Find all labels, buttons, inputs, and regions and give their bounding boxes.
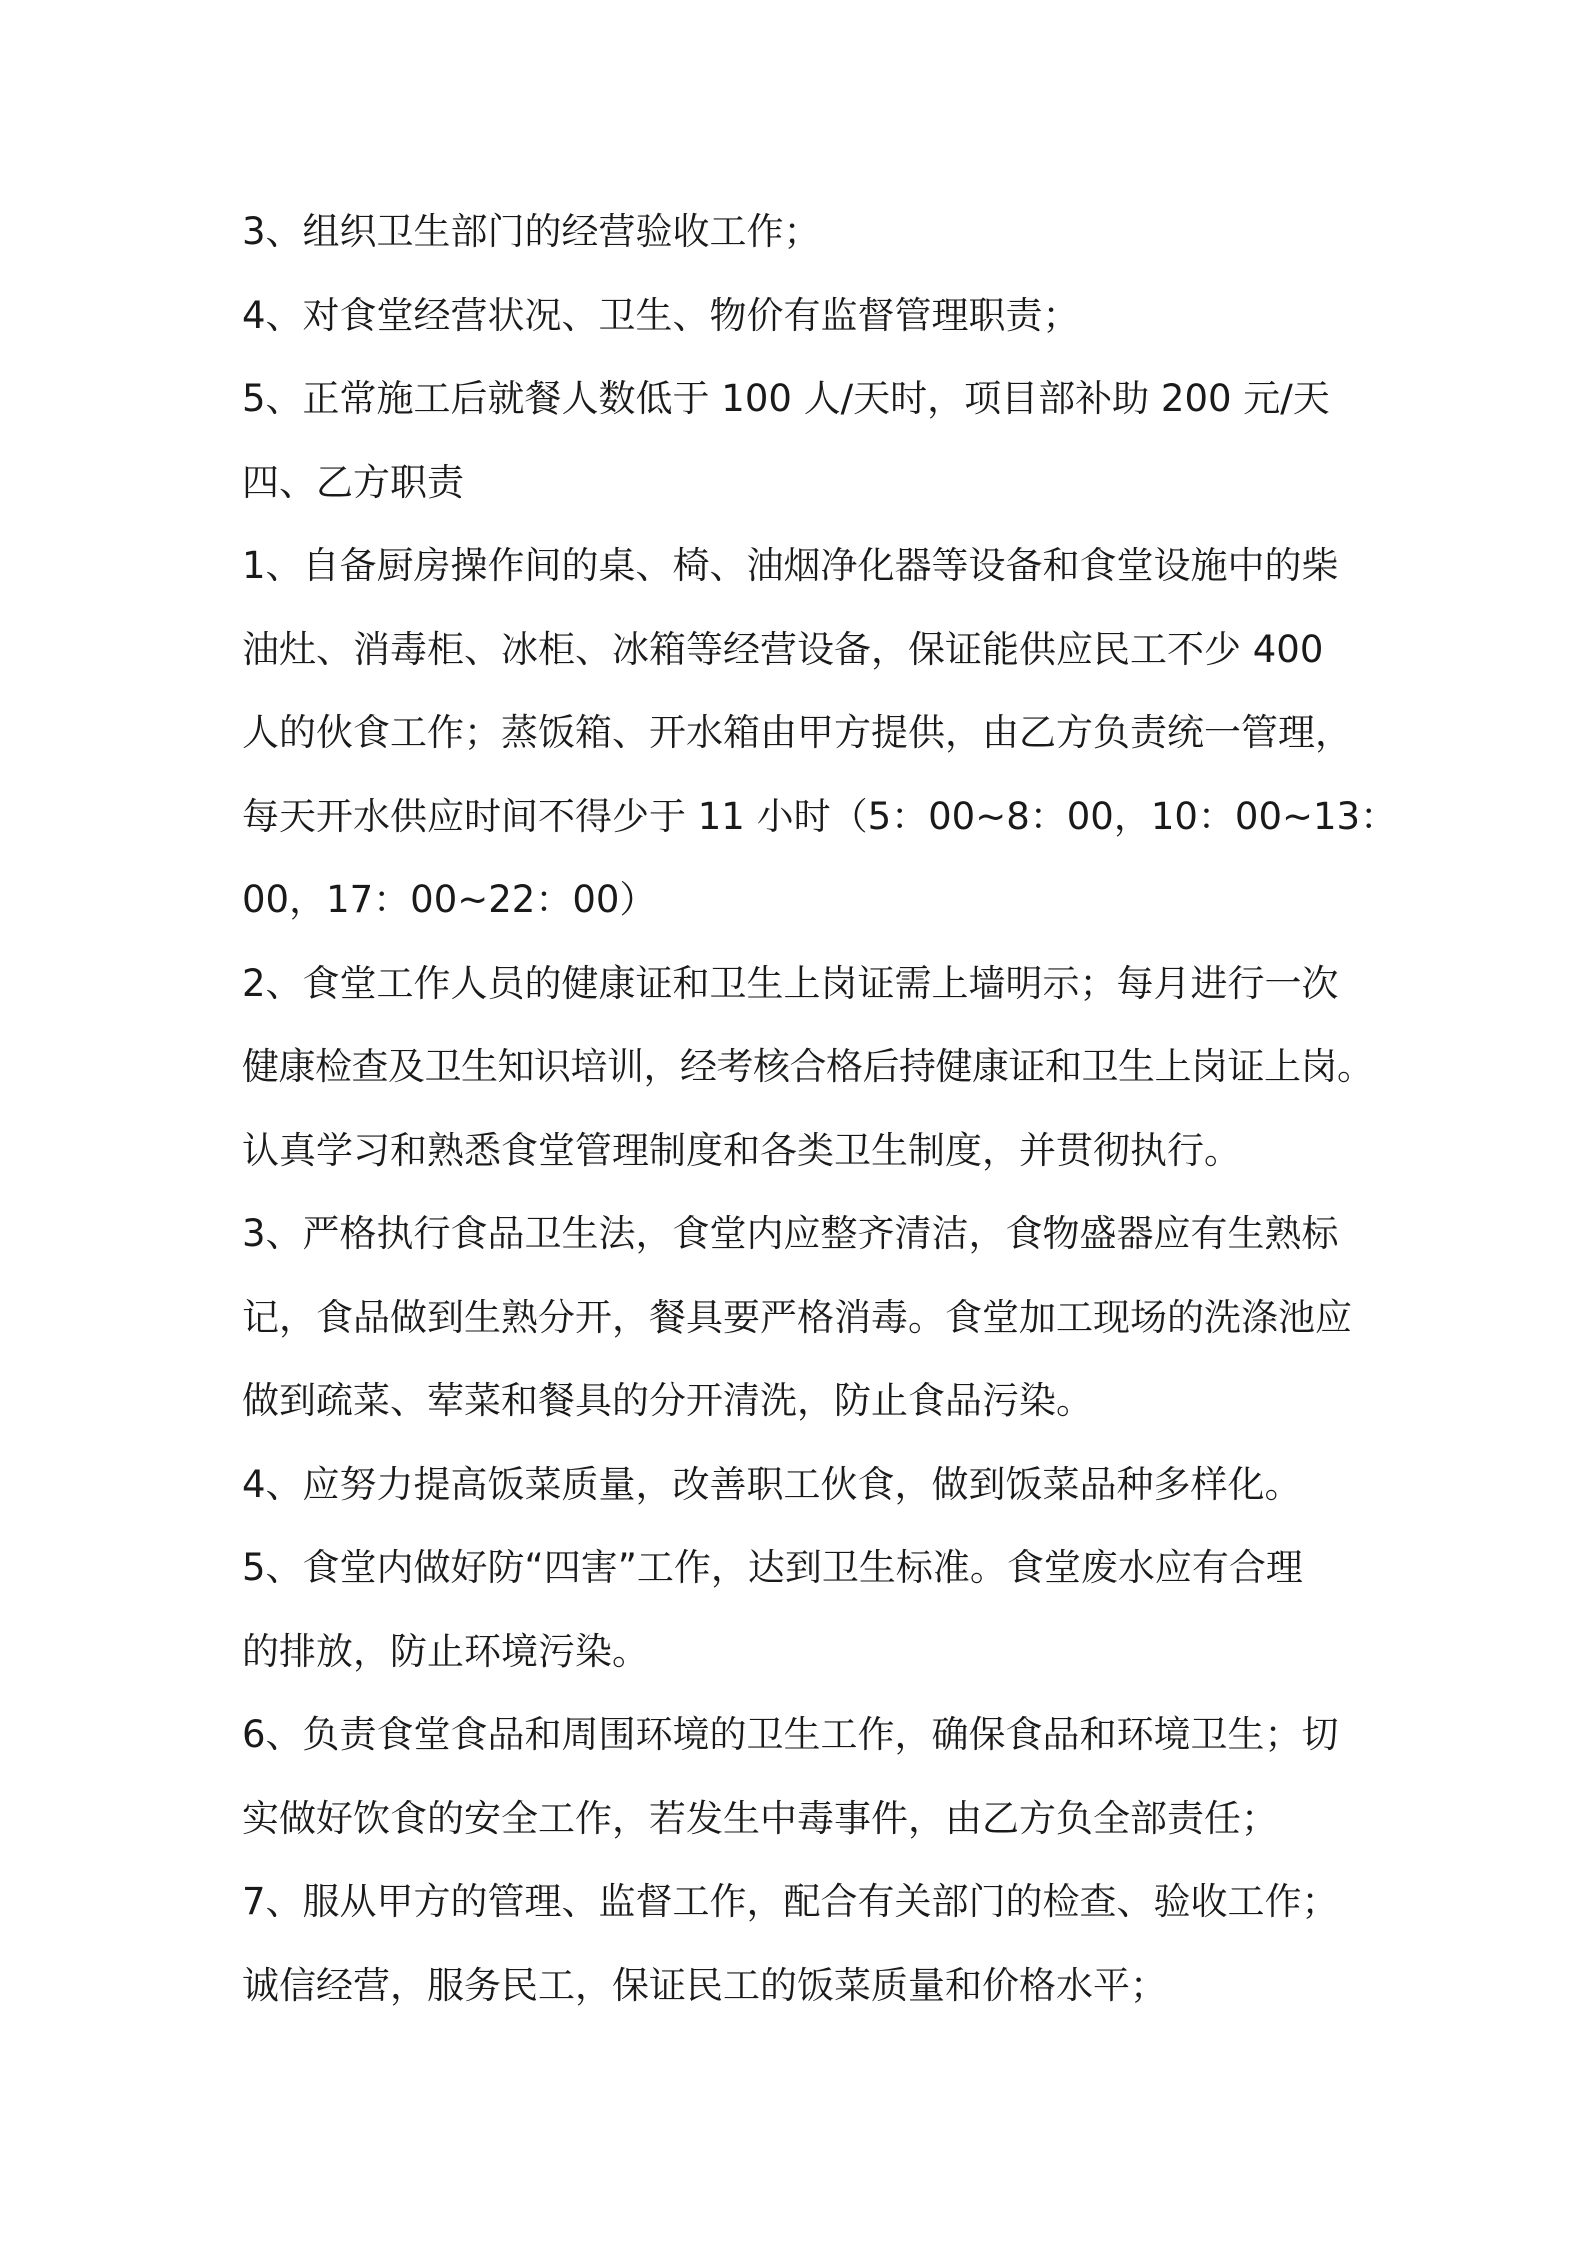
text-line: 3、严格执行食品卫生法，食堂内应整齐清洁，食物盛器应有生熟标 bbox=[242, 1212, 1339, 1255]
text-line: 5、食堂内做好防“四害”工作，达到卫生标准。食堂废水应有合理 bbox=[242, 1546, 1303, 1589]
section-heading: 四、乙方职责 bbox=[242, 460, 464, 504]
document-body bbox=[242, 190, 1398, 2027]
text-line: 的排放，防止环境污染。 bbox=[242, 1629, 649, 1673]
text-line: 3、组织卫生部门的经营验收工作； bbox=[242, 210, 821, 253]
text-line: 诚信经营，服务民工，保证民工的饭菜质量和价格水平； bbox=[242, 1963, 1167, 2007]
text-line: 00，17：00~22：00） bbox=[242, 878, 657, 921]
text-line: 5、正常施工后就餐人数低于 100 人/天时，项目部补助 200 元/天 bbox=[242, 377, 1330, 420]
text-line: 每天开水供应时间不得少于 11 小时（5：00~8：00，10：00~13： bbox=[242, 794, 1398, 838]
text-line: 健康检查及卫生知识培训，经考核合格后持健康证和卫生上岗证上岗。 bbox=[242, 1045, 1374, 1088]
text-line: 1、自备厨房操作间的桌、椅、油烟净化器等设备和食堂设施中的柴 bbox=[242, 544, 1339, 587]
text-line: 认真学习和熟悉食堂管理制度和各类卫生制度，并贯彻执行。 bbox=[242, 1128, 1241, 1172]
text-line: 人的伙食工作；蒸饭箱、开水箱由甲方提供，由乙方负责统一管理， bbox=[242, 711, 1352, 754]
text-line: 做到疏菜、荤菜和餐具的分开清洗，防止食品污染。 bbox=[242, 1379, 1093, 1422]
text-line: 4、对食堂经营状况、卫生、物价有监督管理职责； bbox=[242, 293, 1080, 337]
text-line: 4、应努力提高饭菜质量，改善职工伙食，做到饭菜品种多样化。 bbox=[242, 1462, 1302, 1506]
text-line: 6、负责食堂食品和周围环境的卫生工作，确保食品和环境卫生；切 bbox=[242, 1713, 1339, 1756]
text-line: 实做好饮食的安全工作，若发生中毒事件，由乙方负全部责任； bbox=[242, 1796, 1278, 1840]
text-line: 记，食品做到生熟分开，餐具要严格消毒。食堂加工现场的洗涤池应 bbox=[242, 1295, 1352, 1339]
text-line: 2、食堂工作人员的健康证和卫生上岗证需上墙明示；每月进行一次 bbox=[242, 961, 1339, 1005]
text-line: 油灶、消毒柜、冰柜、冰箱等经营设备，保证能供应民工不少 400 bbox=[242, 627, 1324, 671]
text-line: 7、服从甲方的管理、监督工作，配合有关部门的检查、验收工作； bbox=[242, 1880, 1339, 1923]
